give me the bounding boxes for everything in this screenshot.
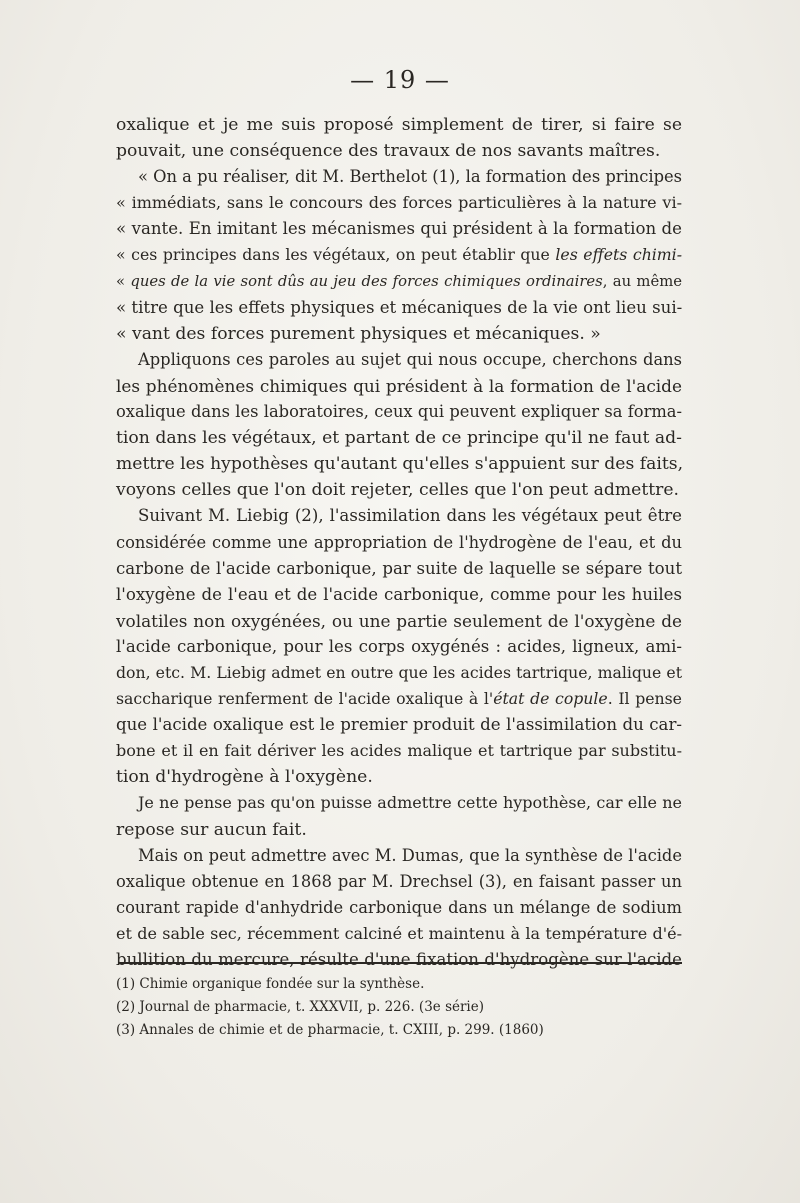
text-line: que l'acide oxalique est le premier produit de l'assimilation du car- [116,715,682,735]
text-line: les phénomènes chimiques qui président à la formation de l'acide [116,375,682,396]
body-text [116,112,682,973]
text-line: « vant des forces purement physiques et mécaniques. » [116,323,601,344]
text-line: Mais on peut admettre avec M. Dumas, que la synthèse de l'acide [138,845,682,865]
text-line: courant rapide d'anhydride carbonique dans un mélange de sodium [116,897,682,917]
text-line: « titre que les effets physiques et mécaniques de la vie ont lieu sui- [116,297,683,317]
footnote-3: (3) Annales de chimie et de pharmacie, t. CXIII, p. 299. (1860) [116,1022,544,1038]
footnotes [116,973,686,1042]
text-line: oxalique obtenue en 1868 par M. Drechsel (3), en faisant passer un [116,871,682,891]
text-line: don, etc. M. Liebig admet en outre que les acides tartrique, malique et [116,662,682,682]
text-line: l'oxygène de l'eau et de l'acide carbonique, comme pour les huiles [116,584,682,604]
footnote-1: (1) Chimie organique fondée sur la synthèse. [116,976,425,992]
text-line: repose sur aucun fait. [116,819,307,840]
text-line: carbone de l'acide carbonique, par suite de laquelle se sépare tout [116,558,682,578]
text-line: Je ne pense pas qu'on puisse admettre cette hypothèse, car elle ne [138,793,682,813]
text-line: pouvait, une conséquence des travaux de nos savants maîtres. [116,141,661,162]
text-line: saccharique renferment de l'acide oxalique à l'état de copule. Il pense [116,689,682,709]
text-line: « On a pu réaliser, dit M. Berthelot (1), la formation des principes [138,167,682,187]
text-line: oxalique et je me suis proposé simplement de tirer, si faire se [116,115,682,135]
text-line: et de sable sec, récemment calciné et maintenu à la température d'é- [116,923,682,943]
text-line: bone et il en fait dériver les acides malique et tartrique par substitu- [116,741,682,761]
text-line: « vante. En imitant les mécanismes qui président à la formation de [116,219,682,239]
text-line: tion dans les végétaux, et partant de ce principe qu'il ne faut ad- [116,428,682,449]
footnote-2: (2) Journal de pharmacie, t. XXXVII, p. 226. (3e série) [116,999,485,1015]
page-number: — 19 — [350,66,450,94]
text-line: « ques de la vie sont dûs au jeu des forces chimiques ordinaires, au même [116,272,682,290]
text-line: volatiles non oxygénées, ou une partie seulement de l'oxygène de [116,610,682,631]
text-line: Suivant M. Liebig (2), l'assimilation dans les végétaux peut être [138,506,682,526]
footnote-divider [118,962,682,964]
text-line: Appliquons ces paroles au sujet qui nous occupe, cherchons dans [138,349,682,369]
text-line: tion d'hydrogène à l'oxygène. [116,767,373,788]
text-line: l'acide carbonique, pour les corps oxygénés : acides, ligneux, ami- [116,636,682,656]
text-line: « immédiats, sans le concours des forces particulières à la nature vi- [116,193,682,213]
text-line: voyons celles que l'on doit rejeter, celles que l'on peut admettre. [116,480,680,501]
text-line: mettre les hypothèses qu'autant qu'elles s'appuient sur des faits, [116,454,684,475]
text-line: considérée comme une appropriation de l'hydrogène de l'eau, et du [116,532,682,552]
text-line: bullition du mercure, résulte d'une fixation d'hydrogène sur l'acide [116,950,682,969]
text-line: oxalique dans les laboratoires, ceux qui peuvent expliquer sa forma- [116,402,682,422]
text-line: « ces principes dans les végétaux, on peut établir que les effets chimi- [116,245,683,265]
